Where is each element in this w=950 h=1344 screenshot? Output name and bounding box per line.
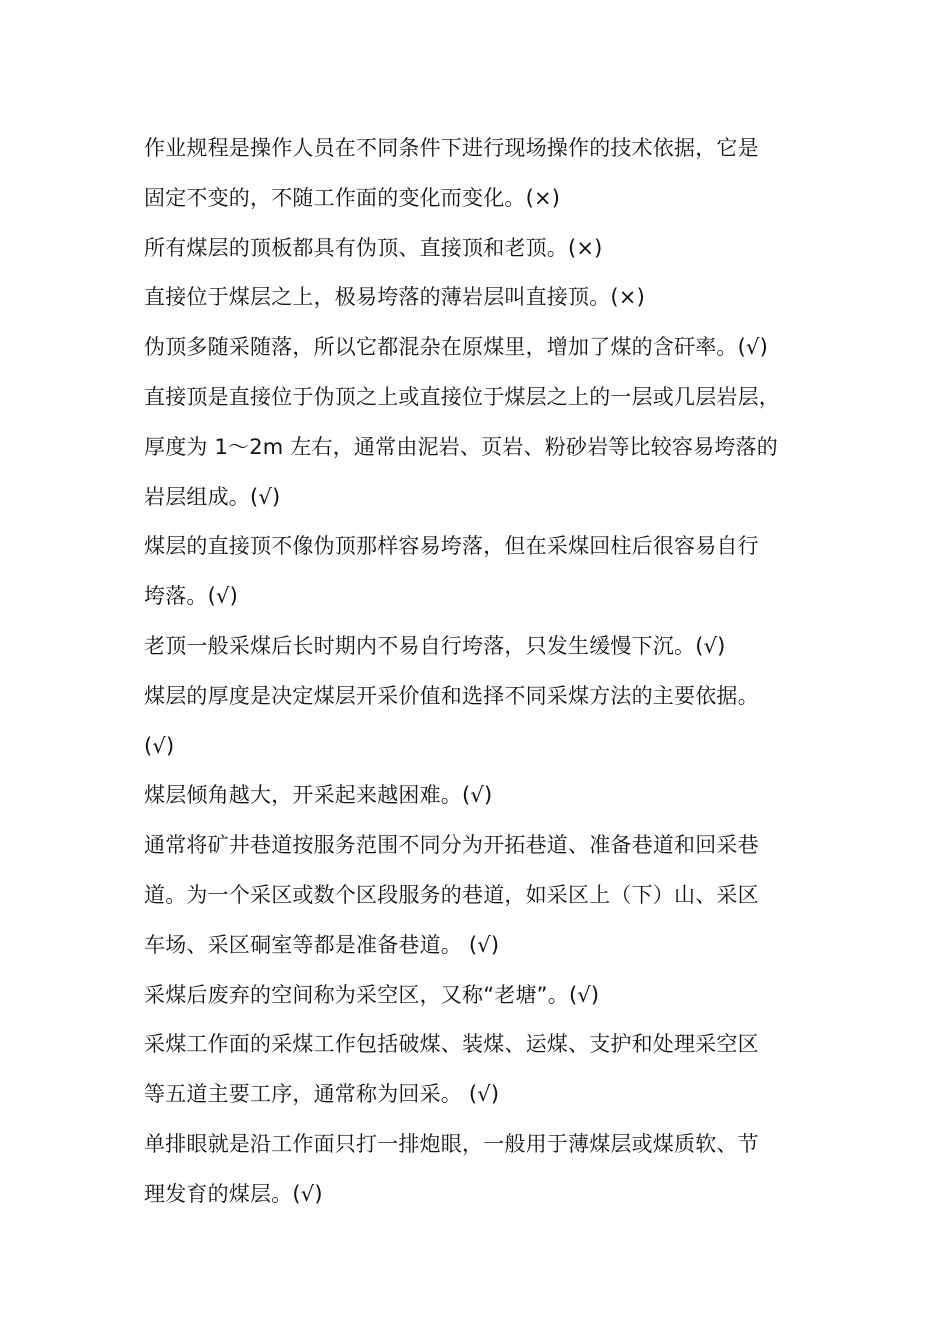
text-line: 所有煤层的顶板都具有伪顶、直接顶和老顶。(×) [144, 235, 603, 260]
text-line: 岩层组成。(√) [144, 484, 281, 509]
text-line: (√) [144, 733, 175, 758]
text-line: 煤层的厚度是决定煤层开采价值和选择不同采煤方法的主要依据。 [144, 683, 759, 708]
text-line: 老顶一般采煤后长时期内不易自行垮落，只发生缓慢下沉。(√) [144, 633, 726, 658]
text-line: 垮落。(√) [144, 584, 238, 609]
text-line: 厚度为 1～2m 左右，通常由泥岩、页岩、粉砂岩等比较容易垮落的 [144, 434, 778, 459]
text-line: 作业规程是操作人员在不同条件下进行现场操作的技术依据，它是 [144, 136, 759, 160]
text-line: 煤层的直接顶不像伪顶那样容易垮落，但在采煤回柱后很容易自行 [144, 534, 759, 559]
text-line: 单排眼就是沿工作面只打一排炮眼，一般用于薄煤层或煤质软、节 [144, 1131, 759, 1156]
text-line: 直接位于煤层之上，极易垮落的薄岩层叫直接顶。(×) [144, 285, 645, 310]
document-body [144, 124, 824, 1220]
text-line: 通常将矿井巷道按服务范围不同分为开拓巷道、准备巷道和回采巷 [144, 833, 759, 858]
text-line: 直接顶是直接位于伪顶之上或直接位于煤层之上的一层或几层岩层， [144, 384, 780, 409]
text-line: 等五道主要工序，通常称为回采。 (√) [144, 1082, 500, 1107]
text-line: 车场、采区硐室等都是准备巷道。 (√) [144, 932, 500, 957]
text-line: 采煤后废弃的空间称为采空区，又称“老塘”。(√) [144, 982, 600, 1007]
text-line: 伪顶多随采随落，所以它都混杂在原煤里，增加了煤的含矸率。(√) [144, 335, 768, 360]
text-line: 煤层倾角越大，开采起来越困难。(√) [144, 783, 493, 808]
text-line: 理发育的煤层。(√) [144, 1181, 323, 1206]
text-line: 采煤工作面的采煤工作包括破煤、装煤、运煤、支护和处理采空区 [144, 1032, 759, 1057]
text-line: 固定不变的，不随工作面的变化而变化。(×) [144, 185, 561, 210]
text-line: 道。为一个采区或数个区段服务的巷道，如采区上（下）山、采区 [144, 882, 759, 907]
